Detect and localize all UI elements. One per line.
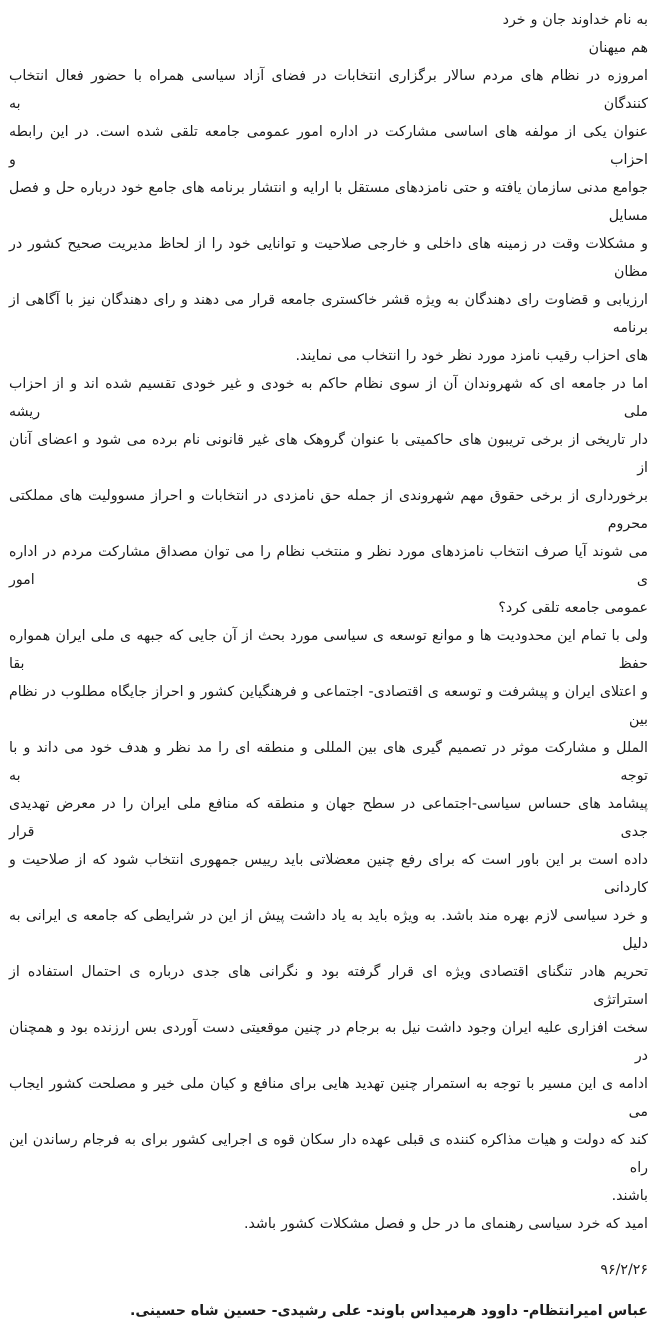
invocation-line: به نام خداوند جان و خرد xyxy=(502,12,648,28)
text-line: پیشامد های حساس سیاسی-اجتماعی در سطح جهان و منطقه که منافع ملی ایران را در معرض تهدیدی جدی قرار xyxy=(9,796,648,840)
text-line: و اعتلای ایران و پیشرفت و توسعه ی اقتصادی- اجتماعی و فرهنگیاین کشور و احراز جایگاه مطلوب در نظام بین xyxy=(9,684,648,728)
signatories: عباس امیرانتظام- داوود هرمیداس باوند- علی رشیدی- حسین شاه حسینی. xyxy=(129,1303,648,1319)
text-line: کند که دولت و هیات مذاکره کننده ی قبلی عهده دار سکان قوه ی اجرایی کشور برای به فرجام رساندن این راه xyxy=(9,1132,648,1176)
text-line: ارزیابی و قضاوت رای دهندگان به ویژه قشر خاکستری جامعه قرار می دهند و رای دهندگان نیز با آگاهی از برنامه xyxy=(9,292,648,336)
text-line: باشند. xyxy=(611,1188,648,1204)
text-line: عمومی جامعه تلقی کرد؟ xyxy=(498,600,648,616)
salutation-line: هم میهنان xyxy=(588,40,648,56)
text-line: الملل و مشارکت موثر در تصمیم گیری های بین المللی و منطقه ای را مد نظر و هدف خود می داند و با توجه به xyxy=(9,740,648,784)
text-line: و خرد سیاسی لازم بهره مند باشد. به ویژه باید به یاد داشت پیش از این در شرایطی که جامعه ی ایرانی به دلیل xyxy=(9,908,648,952)
paragraph-1 xyxy=(9,62,648,370)
text-line: امروزه در نظام های مردم سالار برگزاری انتخابات در فضای آزاد سیاسی همراه با حضور فعال انتخاب کنندگان به xyxy=(9,68,648,112)
text-line: ادامه ی این مسیر با توجه به استمرار چنین تهدید هایی برای منافع و کیان ملی خیر و مصلحت کشور ایجاب می xyxy=(9,1076,648,1120)
date: ۹۶/۲/۲۶ xyxy=(600,1262,648,1278)
text-line: داده است بر این باور است که برای رفع چنین معضلاتی باید رییس جمهوری انتخاب شود که از صلاحیت و کاردانی xyxy=(9,852,648,896)
paragraph-3 xyxy=(9,622,648,1210)
text-line: می شوند آیا صرف انتخاب نامزدهای مورد نظر و منتخب نظام را می توان مصداق مشارکت مردم در اداره ی امور xyxy=(9,544,648,588)
text-line: و مشکلات وقت در زمینه های داخلی و خارجی صلاحیت و توانایی خود را از لحاظ مدیریت صحیح کشور در مظان xyxy=(9,236,648,280)
text-line: ولی با تمام این محدودیت ها و موانع توسعه ی سیاسی مورد بحث از آن جایی که جبهه ی ملی ایران همواره حفظ بقا xyxy=(9,628,648,672)
text-line: جوامع مدنی سازمان یافته و حتی نامزدهای مستقل با ارایه و انتشار برنامه های جامع خود درباره حل و فصل مسایل xyxy=(9,180,648,224)
text-line: عنوان یکی از مولفه های اساسی مشارکت در اداره امور عمومی جامعه تلقی شده است. در این رابطه احزاب و xyxy=(9,124,648,168)
closing-line: امید که خرد سیاسی رهنمای ما در حل و فصل مشکلات کشور باشد. xyxy=(243,1216,648,1232)
paragraph-2 xyxy=(9,370,648,622)
text-line: برخورداری از برخی حقوق مهم شهروندی از جمله حق نامزدی در انتخابات و احراز مسوولیت های مملکتی محروم xyxy=(9,488,648,532)
text-line: اما در جامعه ای که شهروندان آن از سوی نظام حاکم به خودی و غیر خودی تقسیم شده اند و از احزاب ملی ریشه xyxy=(9,376,648,420)
text-line: تحریم هادر تنگنای اقتصادی ویژه ای قرار گرفته بود و نگرانی های جدی درباره ی احتمال استفاده از استراتژی xyxy=(9,964,648,1008)
text-line: سخت افزاری علیه ایران وجود داشت نیل به برجام در چنین موقعیتی دست آوردی بس ارزنده بود و همچنان در xyxy=(9,1020,648,1064)
text-line: های احزاب رقیب نامزد مورد نظر خود را انتخاب می نمایند. xyxy=(295,348,648,364)
text-line: دار تاریخی از برخی تریبون های حاکمیتی با عنوان گروهک های غیر قانونی نام برده می شود و اعضای آنان از xyxy=(9,432,648,476)
